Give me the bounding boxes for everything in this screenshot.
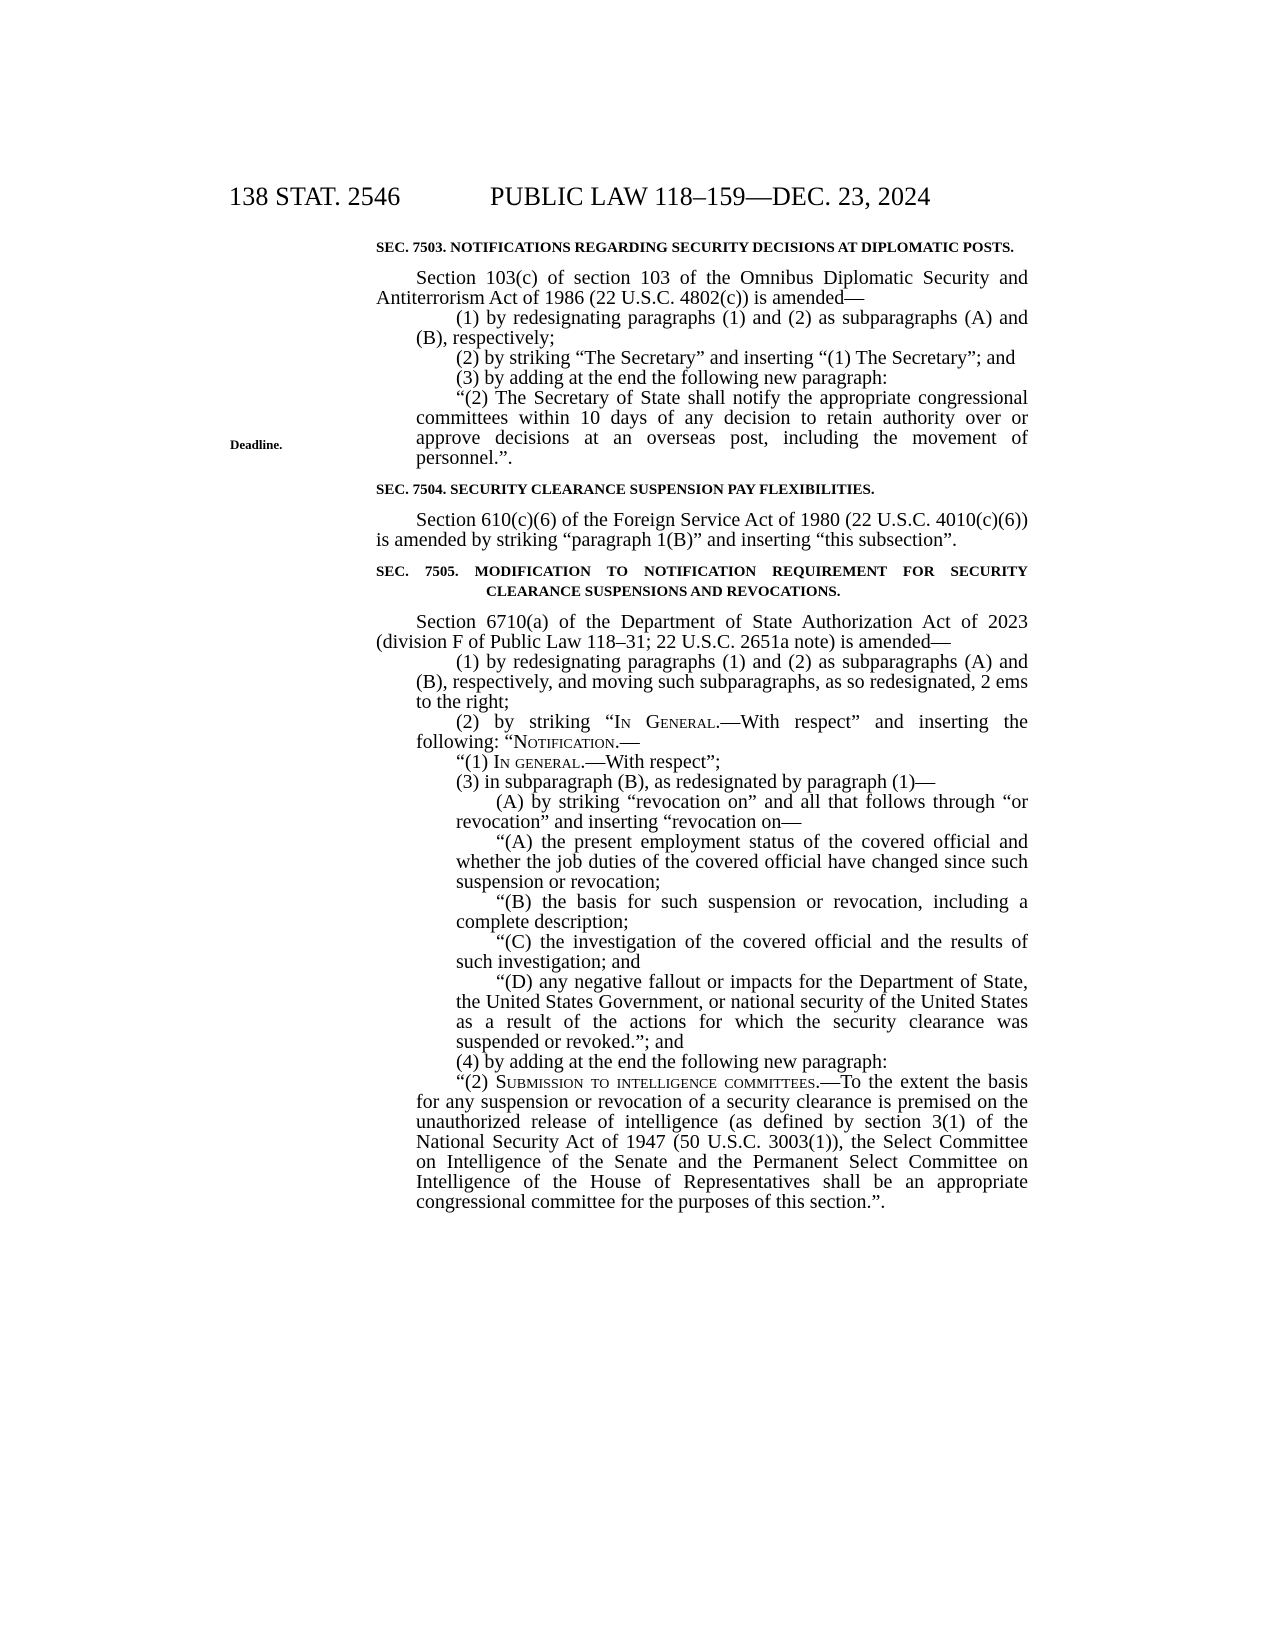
quoted-subparagraph-b: “(B) the basis for such suspension or revocation, including a complete description;: [456, 891, 1028, 933]
document-body: [376, 238, 1028, 1212]
section-7505-quoted-paragraph-2: [376, 1072, 1028, 1212]
text-fragment: .—With respect” and inserting the following: “: [416, 711, 1028, 753]
section-7503-paragraph-3: (3) by adding at the end the following new paragraph:: [456, 367, 888, 389]
text-fragment: “(1): [456, 751, 494, 773]
section-7503-paragraph-2: (2) by striking “The Secretary” and inserting “(1) The Secretary”; and: [456, 347, 1016, 369]
stat-page-reference: 138 STAT. 2546: [229, 182, 401, 211]
margin-note-deadline: Deadline.: [230, 437, 283, 452]
small-caps-term: In general: [493, 751, 581, 773]
section-7503-quoted-text: “(2) The Secretary of State shall notify the appropriate congressional committees within 10 days of any decision to retain authority over or approve decisions at an overseas post, including the movement of personnel.”.: [416, 387, 1028, 469]
text-fragment: .—: [614, 731, 640, 753]
section-7504-body: Section 610(c)(6) of the Foreign Service Act of 1980 (22 U.S.C. 4010(c)(6)) is amended by striking “paragraph 1(B)” and inserting “this subsection”.: [376, 509, 1028, 551]
section-7503-intro: Section 103(c) of section 103 of the Omnibus Diplomatic Security and Antiterrorism Act of 1986 (22 U.S.C. 4802(c)) is amended—: [376, 267, 1028, 309]
text-fragment: .—To the extent the basis for any suspension or revocation of a security clearance is premised on the unauthorized release of intelligence (as defined by section 3(1) of the National Security Act of 1947 (50 U.S.C. 3003(1)), the Select Committee on Intelligence of the Senate and the Permanent Select Committee on Intelligence of the House of Representatives shall be an appropriate congressional committee for the purposes of this section.”.: [416, 1071, 1028, 1213]
quoted-subparagraph-a: “(A) the present employment status of the covered official and whether the job duties of the covered official have changed since such suspension or revocation;: [456, 831, 1028, 893]
section-7505-paragraph-4: (4) by adding at the end the following new paragraph:: [456, 1051, 888, 1073]
section-7503-paragraph-1: (1) by redesignating paragraphs (1) and (2) as subparagraphs (A) and (B), respectively;: [416, 307, 1028, 349]
quoted-subparagraph-c: “(C) the investigation of the covered official and the results of such investigation; and: [456, 931, 1028, 973]
quoted-subparagraph-d: “(D) any negative fallout or impacts for the Department of State, the United States Government, or national security of the United States as a result of the actions for which the security clearance was suspended or revoked.”; and: [456, 971, 1028, 1053]
section-7505-intro: Section 6710(a) of the Department of State Authorization Act of 2023 (division F of Public Law 118–31; 22 U.S.C. 2651a note) is amended—: [376, 611, 1028, 653]
section-7503-heading: SEC. 7503. NOTIFICATIONS REGARDING SECURITY DECISIONS AT DIPLOMATIC POSTS.: [376, 240, 1015, 256]
section-7505-paragraph-2-quoted: [376, 752, 1028, 772]
text-fragment: (2) by striking “: [456, 711, 615, 733]
section-7505-paragraph-2: [376, 712, 1028, 752]
section-7504-heading: SEC. 7504. SECURITY CLEARANCE SUSPENSION PAY FLEXIBILITIES.: [376, 482, 875, 498]
text-fragment: .—With respect”;: [580, 751, 721, 773]
small-caps-term: Notification: [513, 731, 615, 753]
public-law-header: PUBLIC LAW 118–159—DEC. 23, 2024: [490, 182, 931, 211]
small-caps-term: Submission to intelligence committees: [495, 1071, 816, 1093]
section-7505-paragraph-3: (3) in subparagraph (B), as redesignated by paragraph (1)—: [456, 771, 936, 793]
section-7505-subparagraph-a: (A) by striking “revocation on” and all that follows through “or revocation” and inserting “revocation on—: [456, 791, 1028, 833]
text-fragment: “(2): [456, 1071, 496, 1093]
section-7505-paragraph-1: (1) by redesignating paragraphs (1) and (2) as subparagraphs (A) and (B), respectively, and moving such subparagraphs, as so redesignated, 2 ems to the right;: [416, 651, 1028, 713]
small-caps-term: In General: [614, 711, 716, 733]
section-7505-heading: SEC. 7505. MODIFICATION TO NOTIFICATION REQUIREMENT FOR SECURITY CLEARANCE SUSPENSIONS AND REVOCATIONS.: [376, 564, 1028, 600]
